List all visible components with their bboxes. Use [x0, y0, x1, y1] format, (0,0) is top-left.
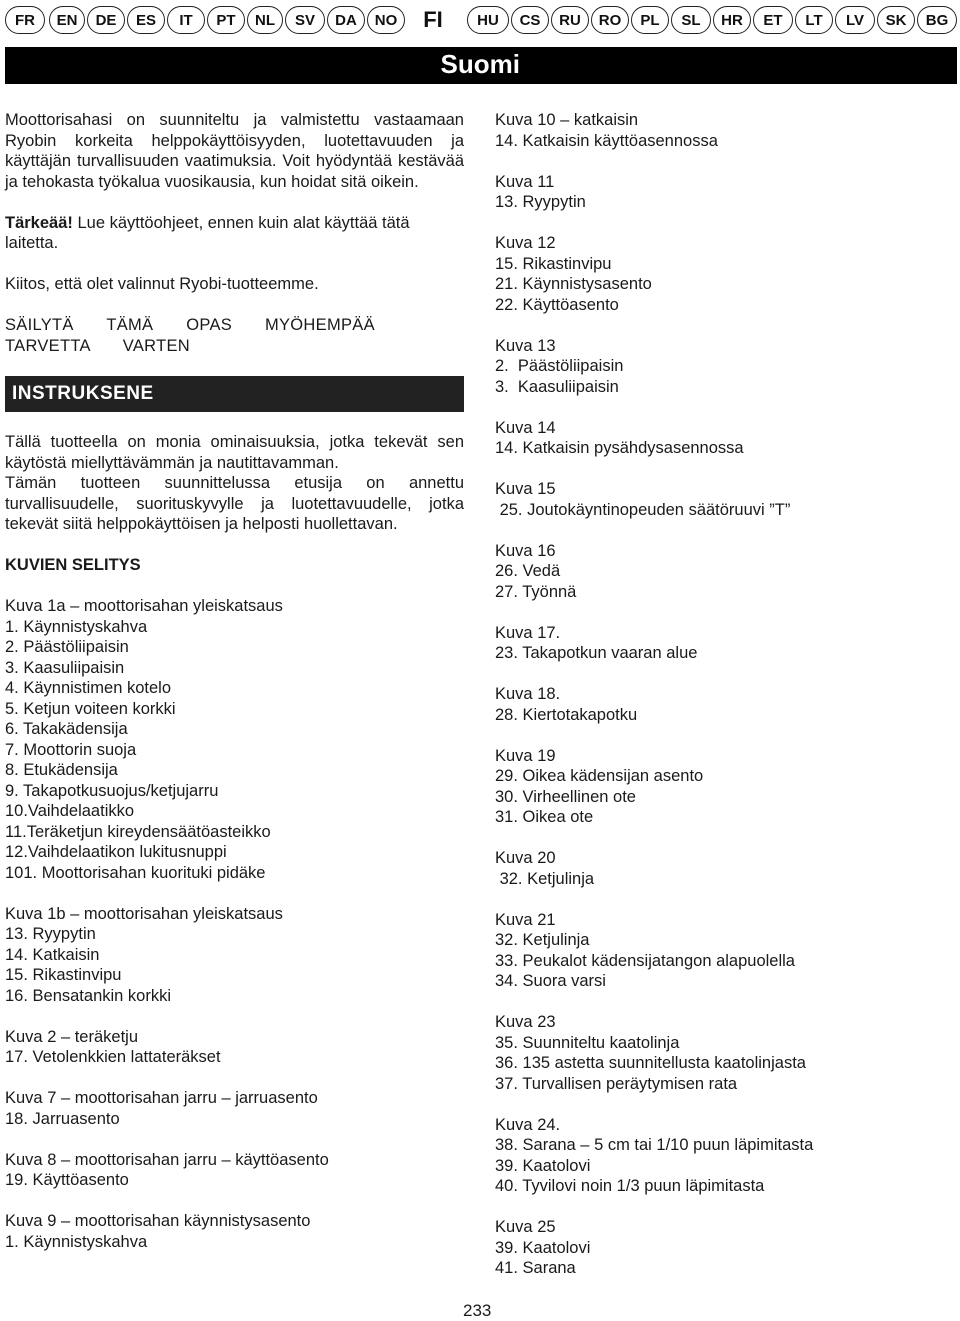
language-tab-sk[interactable]: SK: [877, 6, 915, 34]
section-text-1: Tällä tuotteella on monia ominaisuuksia, jotka tekevät sen käytöstä miellyttävämmän ja nautittavamman.: [5, 433, 464, 472]
legend-figure-title: Kuva 12: [495, 234, 556, 252]
legend-item: 101. Moottorisahan kuorituki pidäke: [5, 863, 266, 882]
left-legend-groups: [5, 596, 464, 1252]
language-tab-hr[interactable]: HR: [713, 6, 751, 34]
legend-item: 14. Katkaisin pysähdysasennossa: [495, 439, 744, 457]
legend-group: [495, 746, 935, 828]
legend-group: [495, 541, 935, 603]
legend-group: [5, 1027, 464, 1068]
legend-item: 29. Oikea kädensijan asento: [495, 767, 704, 785]
legend-item: 25. Joutokäyntinopeuden säätöruuvi ”T”: [495, 500, 791, 519]
legend-item: 40. Tyvilovi noin 1/3 puun läpimitasta: [495, 1177, 765, 1195]
legend-figure-title: Kuva 7 – moottorisahan jarru – jarruasento: [5, 1089, 318, 1107]
legend-item: 14. Katkaisin käyttöasennossa: [495, 131, 718, 150]
legend-item: 14. Katkaisin: [5, 945, 100, 964]
language-tab-ru[interactable]: RU: [551, 6, 589, 34]
language-tab-es[interactable]: ES: [127, 6, 165, 34]
legend-group: [5, 1150, 464, 1191]
legend-item: 17. Vetolenkkien lattateräkset: [5, 1048, 221, 1066]
legend-item: 12.Vaihdelaatikon lukitusnuppi: [5, 843, 227, 861]
legend-item: 36. 135 astetta suunnitellusta kaatolinjasta: [495, 1054, 806, 1072]
legend-figure-title: Kuva 20: [495, 849, 556, 867]
legend-item: 10.Vaihdelaatikko: [5, 802, 135, 820]
language-tab-pt[interactable]: PT: [207, 6, 245, 34]
legend-item: 26. Vedä: [495, 562, 561, 580]
legend-item: 8. Etukädensija: [5, 761, 118, 779]
legend-group: [5, 1211, 464, 1252]
legend-item: 38. Sarana – 5 cm tai 1/10 puun läpimitasta: [495, 1136, 814, 1154]
language-tab-en[interactable]: EN: [49, 6, 85, 34]
language-tab-sl[interactable]: SL: [671, 6, 711, 34]
legend-heading-text: KUVIEN SELITYS: [5, 556, 141, 574]
legend-group: [495, 336, 935, 398]
section-heading: INSTRUKSENE: [5, 376, 464, 412]
legend-item: 13. Ryypytin: [5, 925, 96, 943]
page-number: 233: [463, 1301, 492, 1320]
legend-item: 32. Ketjulinja: [495, 869, 595, 888]
legend-figure-title: Kuva 18.: [495, 685, 561, 703]
language-tab-it[interactable]: IT: [167, 6, 205, 34]
legend-group: [495, 848, 935, 889]
save-notice: SÄILYTÄ TÄMÄ OPAS MYÖHEMPÄÄ TARVETTA VARTEN: [5, 316, 375, 355]
legend-item: 2. Päästöliipaisin: [495, 357, 624, 375]
legend-item: 1. Käynnistyskahva: [5, 1232, 148, 1251]
legend-item: 16. Bensatankin korkki: [5, 986, 172, 1005]
legend-item: 35. Suunniteltu kaatolinja: [495, 1033, 680, 1052]
legend-item: 7. Moottorin suoja: [5, 740, 137, 759]
intro-paragraph: Moottorisahasi on suunniteltu ja valmistettu vastaamaan Ryobin korkeita helppokäyttöisyyden, luotettavuuden ja käyttäjän turvallisuuden vaatimuksia. Voit hyödyntää kestävää ja tehokasta työkalua vuosikausia, kun hoidat sitä oikein.: [5, 111, 464, 191]
legend-item: 23. Takapotkun vaaran alue: [495, 644, 698, 662]
legend-group: [495, 110, 935, 151]
legend-group: [495, 479, 935, 520]
language-tab-bg[interactable]: BG: [917, 6, 957, 34]
legend-item: 15. Rikastinvipu: [495, 254, 612, 273]
right-column: [495, 110, 935, 1279]
legend-figure-title: Kuva 8 – moottorisahan jarru – käyttöasento: [5, 1150, 329, 1169]
thanks-text: Kiitos, että olet valinnut Ryobi-tuotteemme.: [5, 275, 319, 293]
legend-group: [495, 418, 935, 459]
language-tab-cs[interactable]: CS: [511, 6, 549, 34]
title-bar: [5, 47, 957, 84]
right-legend-groups: [495, 110, 935, 1279]
language-tab-de[interactable]: DE: [87, 6, 125, 34]
legend-item: 1. Käynnistyskahva: [5, 617, 148, 636]
legend-figure-title: Kuva 10 – katkaisin: [495, 111, 639, 129]
legend-item: 11.Teräketjun kireydensäätöasteikko: [5, 822, 271, 841]
legend-figure-title: Kuva 23: [495, 1013, 556, 1031]
language-tab-lt[interactable]: LT: [795, 6, 833, 34]
legend-item: 32. Ketjulinja: [495, 931, 590, 949]
legend-figure-title: Kuva 1a – moottorisahan yleiskatsaus: [5, 597, 283, 615]
legend-figure-title: Kuva 21: [495, 910, 556, 929]
legend-group: [495, 172, 935, 213]
legend-figure-title: Kuva 25: [495, 1218, 556, 1236]
language-tab-pl[interactable]: PL: [631, 6, 669, 34]
legend-group: [495, 1115, 935, 1197]
language-tab-da[interactable]: DA: [327, 6, 365, 34]
legend-item: 13. Ryypytin: [495, 193, 586, 211]
language-tab-no[interactable]: NO: [367, 6, 405, 34]
legend-figure-title: Kuva 24.: [495, 1115, 561, 1134]
legend-figure-title: Kuva 17.: [495, 623, 561, 642]
legend-item: 28. Kiertotakapotku: [495, 705, 638, 724]
important-text: Lue käyttöohjeet, ennen kuin alat käyttää tätä laitetta.: [5, 213, 410, 252]
legend-figure-title: Kuva 11: [495, 172, 555, 191]
legend-figure-title: Kuva 15: [495, 480, 556, 498]
legend-group: [5, 1088, 464, 1129]
legend-figure-title: Kuva 19: [495, 746, 556, 765]
legend-figure-title: Kuva 14: [495, 418, 556, 437]
legend-item: 41. Sarana: [495, 1259, 576, 1277]
legend-item: 27. Työnnä: [495, 582, 577, 601]
legend-group: [495, 684, 935, 725]
legend-figure-title: Kuva 13: [495, 336, 556, 355]
legend-group: [495, 1012, 935, 1094]
left-column: [5, 110, 464, 1252]
language-tab-nl[interactable]: NL: [247, 6, 283, 34]
legend-item: 21. Käynnistysasento: [495, 275, 652, 293]
legend-item: 5. Ketjun voiteen korkki: [5, 699, 176, 718]
legend-item: 15. Rikastinvipu: [5, 966, 122, 984]
language-tab-sv[interactable]: SV: [285, 6, 325, 34]
language-tab-ro[interactable]: RO: [591, 6, 629, 34]
language-tab-fi[interactable]: FI: [423, 7, 443, 32]
legend-heading: [5, 555, 464, 576]
legend-item: 39. Kaatolovi: [495, 1156, 591, 1175]
language-tab-fr[interactable]: FR: [5, 6, 45, 34]
legend-figure-title: Kuva 9 – moottorisahan käynnistysasento: [5, 1212, 311, 1230]
important-note: [5, 213, 464, 254]
legend-item: 3. Kaasuliipaisin: [5, 658, 125, 677]
language-tab-hu[interactable]: HU: [467, 6, 509, 34]
legend-item: 4. Käynnistimen kotelo: [5, 679, 172, 697]
legend-item: 22. Käyttöasento: [495, 295, 619, 314]
legend-figure-title: Kuva 2 – teräketju: [5, 1027, 138, 1046]
legend-group: [5, 596, 464, 883]
legend-item: 18. Jarruasento: [5, 1109, 120, 1128]
legend-figure-title: Kuva 1b – moottorisahan yleiskatsaus: [5, 904, 283, 923]
page-title: Suomi: [440, 49, 520, 79]
legend-group: [495, 233, 935, 315]
language-tab-et[interactable]: ET: [753, 6, 793, 34]
legend-group: [5, 904, 464, 1007]
legend-item: 33. Peukalot kädensijatangon alapuolella: [495, 951, 795, 970]
important-label: Tärkeää!: [5, 213, 73, 232]
section-text-2: Tämän tuotteen suunnittelussa etusija on annettu turvallisuudelle, suorituskyvylle ja luotettavuudelle, jotka tekevät siitä helppokäyttöisen ja helposti huollettavan.: [5, 474, 464, 533]
legend-item: 9. Takapotkusuojus/ketjujarru: [5, 781, 219, 800]
legend-item: 39. Kaatolovi: [495, 1238, 591, 1257]
language-bar: [0, 6, 960, 36]
legend-figure-title: Kuva 16: [495, 541, 556, 560]
legend-item: 31. Oikea ote: [495, 808, 594, 826]
legend-item: 30. Virheellinen ote: [495, 787, 636, 806]
legend-group: [495, 623, 935, 664]
language-tab-lv[interactable]: LV: [835, 6, 875, 34]
legend-item: 6. Takakädensija: [5, 720, 128, 738]
legend-item: 2. Päästöliipaisin: [5, 638, 129, 656]
legend-group: [495, 910, 935, 992]
legend-item: 3. Kaasuliipaisin: [495, 377, 619, 396]
legend-item: 19. Käyttöasento: [5, 1171, 129, 1189]
legend-group: [495, 1217, 935, 1279]
legend-item: 34. Suora varsi: [495, 972, 606, 990]
legend-item: 37. Turvallisen peräytymisen rata: [495, 1074, 738, 1093]
